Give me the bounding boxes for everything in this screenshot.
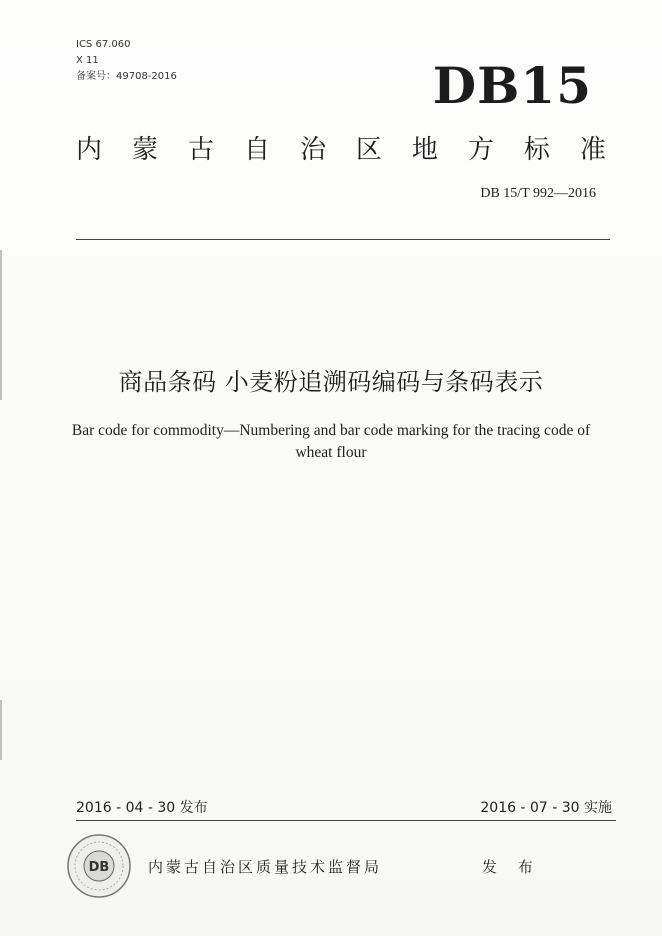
ics-code: ICS 67.060 [76, 39, 131, 50]
standard-type-heading [76, 132, 606, 168]
standard-type-char: 准 [579, 135, 606, 165]
title-chinese: 商品条码 小麦粉追溯码编码与条码表示 [118, 368, 544, 396]
seal-center-text: DB [88, 860, 110, 875]
issue-label: 发 布 [482, 858, 541, 876]
standard-type-char: 蒙 [131, 135, 158, 165]
footer-divider [76, 820, 616, 821]
scan-edge-mark [0, 700, 2, 760]
standard-type-char: 方 [467, 135, 494, 165]
standard-type-char: 标 [523, 135, 550, 165]
effective-date: 2016 - 07 - 30 实施 [480, 800, 612, 816]
standard-type-char: 区 [355, 135, 382, 165]
title-english [60, 420, 602, 464]
standard-type-char: 治 [299, 135, 326, 165]
issuing-authority: 内蒙古自治区质量技术监督局 [148, 858, 383, 876]
title-english-line: Bar code for commodity—Numbering and bar code marking for the tracing code of [71, 422, 591, 439]
standard-type-char: 内 [76, 135, 103, 165]
seal-icon [66, 833, 132, 899]
standard-type-char: 古 [187, 135, 214, 165]
standard-code-logo: DB15 [432, 56, 592, 115]
classification-code: X 11 [76, 55, 99, 66]
standard-number: DB 15/T 992—2016 [480, 186, 596, 201]
title-english-line: wheat flour [295, 444, 367, 461]
publish-date: 2016 - 04 - 30 发布 [76, 800, 208, 816]
record-number: 备案号：49708-2016 [76, 71, 177, 82]
standard-type-char: 自 [243, 135, 270, 165]
standard-type-char: 地 [411, 135, 438, 165]
header-divider [76, 239, 610, 240]
